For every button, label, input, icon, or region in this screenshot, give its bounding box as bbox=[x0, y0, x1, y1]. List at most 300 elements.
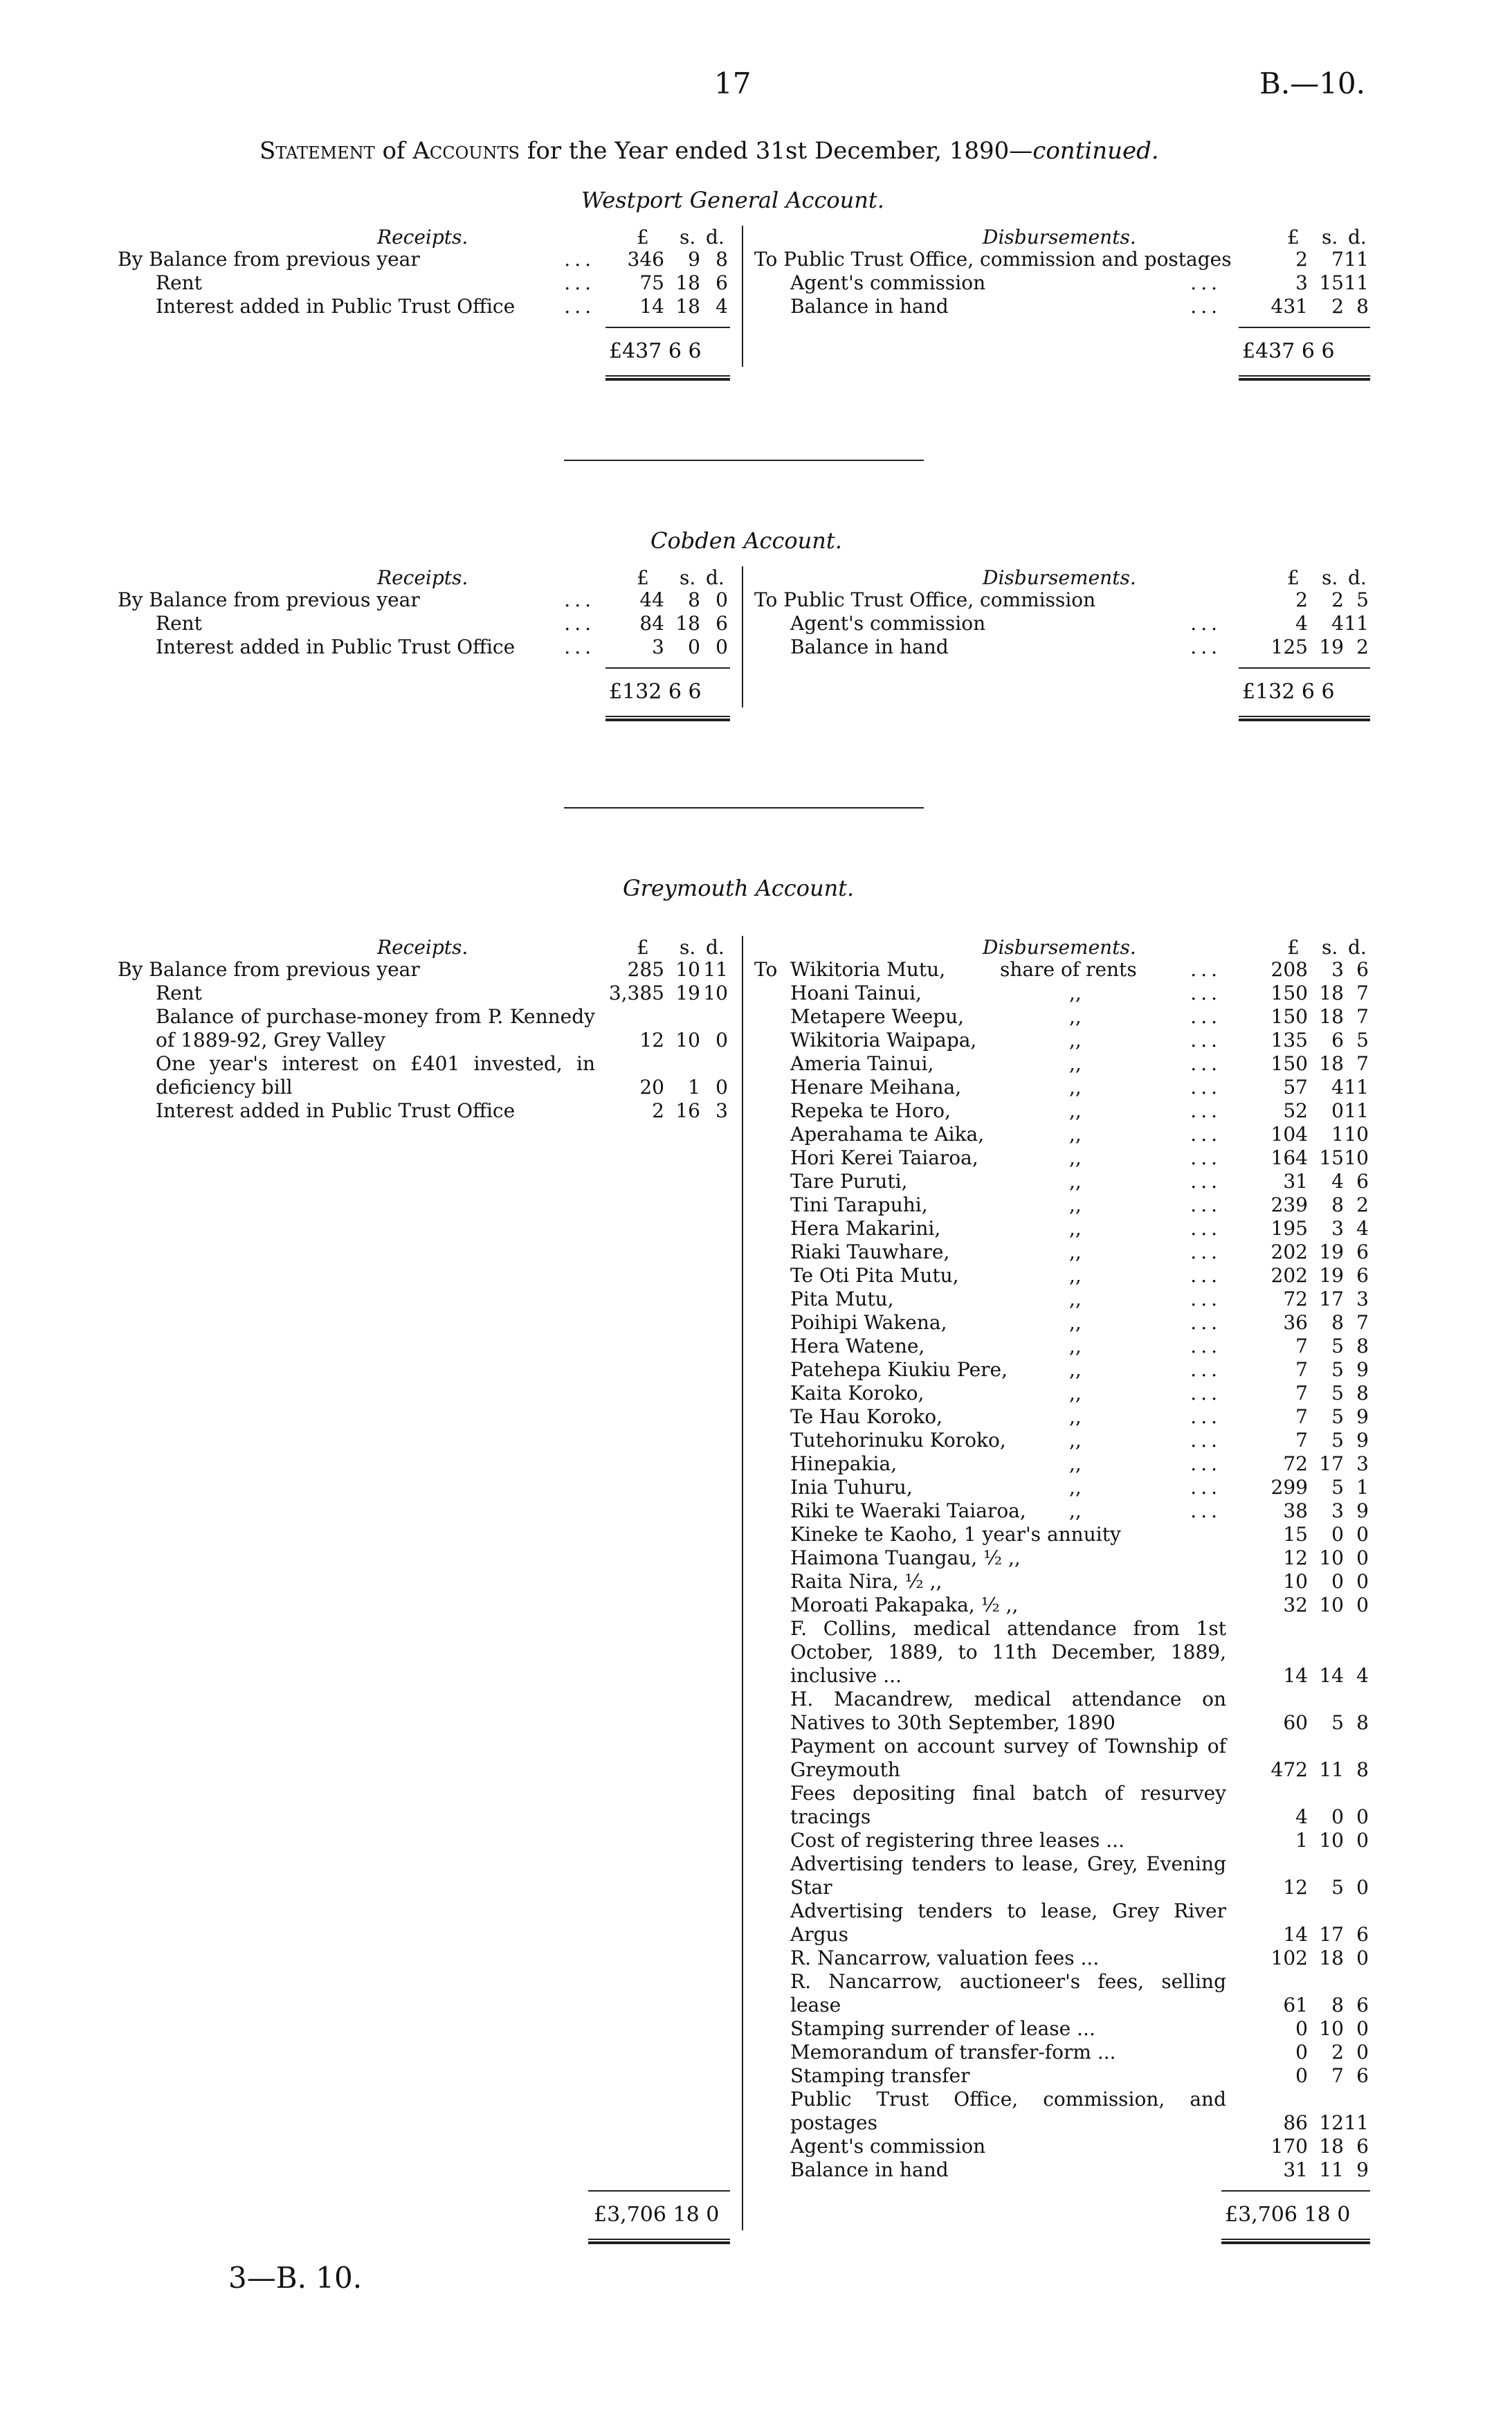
disbursement-label: Public Trust Office, commission, and postages bbox=[790, 2088, 1226, 2134]
shillings-value: 5 bbox=[1331, 1405, 1344, 1428]
pounds-value: 72 bbox=[1283, 1452, 1308, 1475]
shillings-value: 17 bbox=[1319, 1923, 1344, 1946]
pence-value: 3 bbox=[1356, 1288, 1369, 1310]
pounds-value: 2 bbox=[652, 1099, 664, 1122]
receipt-label: By Balance from previous year bbox=[118, 588, 420, 611]
pence-value: 8 bbox=[716, 248, 728, 271]
pence-value: 1 bbox=[1356, 1476, 1369, 1499]
pence-heading: d. bbox=[1348, 936, 1367, 959]
disbursement-label: To Public Trust Office, commission bbox=[754, 588, 1096, 611]
shillings-value: 18 bbox=[675, 271, 700, 294]
share-of-rents-label: share of rents bbox=[1000, 958, 1137, 981]
ditto-mark: ,, bbox=[1069, 1382, 1082, 1405]
receipts-total: £132 6 6 bbox=[609, 680, 702, 704]
pence-value: 6 bbox=[716, 612, 728, 635]
shillings-value: 18 bbox=[675, 612, 700, 635]
ditto-mark: ,, bbox=[1069, 1052, 1082, 1075]
leader-dots: ... bbox=[1190, 1123, 1221, 1146]
payee-name: Patehepa Kiukiu Pere, bbox=[790, 1358, 1008, 1381]
leader-dots: ... bbox=[1190, 1311, 1221, 1334]
pence-value: 0 bbox=[1356, 1805, 1369, 1828]
payee-name: Ameria Tainui, bbox=[790, 1052, 934, 1075]
disbursement-row bbox=[0, 1994, 1512, 2017]
pounds-value: 170 bbox=[1270, 2135, 1308, 2158]
leader-dots: ... bbox=[564, 248, 595, 271]
shilling-heading: s. bbox=[1322, 936, 1338, 959]
shillings-value: 5 bbox=[1331, 1429, 1344, 1452]
disbursement-label: Raita Nira, ½ ,, bbox=[790, 1570, 942, 1593]
payee-name: Henare Meihana, bbox=[790, 1076, 962, 1099]
ditto-mark: ,, bbox=[1069, 1099, 1082, 1122]
leader-dots: ... bbox=[1190, 1170, 1221, 1193]
shillings-value: 0 bbox=[1331, 1099, 1344, 1122]
shillings-value: 14 bbox=[1319, 1664, 1344, 1687]
total-double-rule bbox=[1221, 2239, 1370, 2244]
leader-dots: ... bbox=[1190, 1382, 1221, 1405]
shillings-value: 8 bbox=[688, 588, 700, 611]
accounts-word: Accounts bbox=[412, 137, 520, 165]
shillings-value: 17 bbox=[1319, 1452, 1344, 1475]
shillings-value: 19 bbox=[1319, 1264, 1344, 1287]
shillings-value: 5 bbox=[1331, 1335, 1344, 1357]
pounds-value: 57 bbox=[1283, 1076, 1308, 1099]
shillings-value: 8 bbox=[1331, 1311, 1344, 1334]
disbursement-row bbox=[0, 1429, 1512, 1452]
shillings-value: 11 bbox=[1319, 1758, 1344, 1781]
shillings-value: 12 bbox=[1319, 2111, 1344, 2134]
greymouth-account-title: Greymouth Account. bbox=[623, 875, 855, 901]
shillings-value: 2 bbox=[1331, 2041, 1344, 2064]
disbursement-row bbox=[0, 1805, 1512, 1829]
pence-value: 9 bbox=[1356, 2158, 1369, 2181]
shillings-value: 5 bbox=[1331, 1358, 1344, 1381]
pounds-value: 14 bbox=[1283, 1923, 1308, 1946]
pounds-value: 31 bbox=[1283, 2158, 1308, 2181]
disbursement-row bbox=[0, 1382, 1512, 1405]
pence-value: 6 bbox=[1356, 2064, 1369, 2087]
disbursement-row bbox=[0, 2135, 1512, 2158]
pence-value: 2 bbox=[1356, 1193, 1369, 1216]
pound-heading: £ bbox=[1287, 566, 1300, 589]
pence-value: 10 bbox=[1344, 1123, 1369, 1146]
ditto-mark: ,, bbox=[1069, 1264, 1082, 1287]
shillings-value: 18 bbox=[675, 295, 700, 318]
pence-value: 11 bbox=[1344, 612, 1369, 635]
pence-value: 6 bbox=[1356, 1170, 1369, 1193]
cobden-account-title: Cobden Account. bbox=[650, 527, 842, 554]
ditto-mark: ,, bbox=[1069, 1358, 1082, 1381]
pence-value: 6 bbox=[1356, 1994, 1369, 2016]
pounds-value: 61 bbox=[1283, 1994, 1308, 2016]
pounds-value: 285 bbox=[627, 958, 664, 981]
pounds-value: 202 bbox=[1270, 1240, 1308, 1263]
pence-value: 0 bbox=[1356, 1947, 1369, 1969]
receipt-label: Rent bbox=[156, 982, 202, 1004]
pence-value: 3 bbox=[1356, 1452, 1369, 1475]
statement-heading bbox=[259, 137, 1159, 165]
payee-name: Poihipi Wakena, bbox=[790, 1311, 947, 1334]
pounds-value: 86 bbox=[1283, 2111, 1308, 2134]
disbursement-row bbox=[0, 1546, 1512, 1570]
disbursement-row bbox=[0, 1076, 1512, 1099]
shillings-value: 18 bbox=[1319, 1005, 1344, 1028]
disbursement-label: R. Nancarrow, auctioneer's fees, selling lease bbox=[790, 1970, 1226, 2016]
pounds-value: 4 bbox=[1295, 612, 1308, 635]
disbursement-row bbox=[0, 1170, 1512, 1193]
shillings-value: 1 bbox=[1331, 1123, 1344, 1146]
disbursement-row bbox=[0, 1288, 1512, 1311]
disbursement-label: Cost of registering three leases ... bbox=[790, 1829, 1124, 1852]
pence-value: 4 bbox=[1356, 1217, 1369, 1240]
disbursement-row bbox=[0, 1523, 1512, 1546]
disbursement-row bbox=[0, 1405, 1512, 1429]
pence-value: 4 bbox=[1356, 1664, 1369, 1687]
ditto-mark: ,, bbox=[1069, 1476, 1082, 1499]
statement-tail: for the Year ended 31st December, 1890— bbox=[519, 137, 1033, 165]
pence-value: 0 bbox=[1356, 1876, 1369, 1899]
subtotal-rule bbox=[588, 2190, 730, 2192]
shilling-heading: s. bbox=[680, 566, 696, 589]
pounds-value: 2 bbox=[1295, 248, 1308, 271]
disbursement-label: Agent's commission bbox=[790, 2135, 986, 2158]
shillings-value: 17 bbox=[1319, 1288, 1344, 1310]
pounds-value: 52 bbox=[1283, 1099, 1308, 1122]
receipts-heading: Receipts. bbox=[377, 566, 468, 589]
pence-value: 0 bbox=[1356, 2041, 1369, 2064]
pounds-value: 2 bbox=[1295, 588, 1308, 611]
ditto-mark: ,, bbox=[1069, 1005, 1082, 1028]
disbursements-total: £132 6 6 bbox=[1242, 680, 1335, 704]
disbursement-row bbox=[0, 635, 1512, 659]
pence-value: 0 bbox=[716, 588, 728, 611]
pence-heading: d. bbox=[706, 226, 725, 249]
pence-value: 0 bbox=[716, 1076, 728, 1099]
pounds-value: 150 bbox=[1270, 1005, 1308, 1028]
pence-value: 6 bbox=[1356, 958, 1369, 981]
pounds-value: 84 bbox=[639, 612, 664, 635]
disbursements-heading: Disbursements. bbox=[983, 566, 1136, 589]
shilling-heading: s. bbox=[1322, 226, 1338, 249]
leader-dots: ... bbox=[1190, 1335, 1221, 1357]
leader-dots: ... bbox=[1190, 1288, 1221, 1310]
pounds-value: 239 bbox=[1270, 1193, 1308, 1216]
leader-dots: ... bbox=[1190, 958, 1221, 981]
pound-heading: £ bbox=[637, 566, 649, 589]
disbursement-label: Kineke te Kaoho, 1 year's annuity bbox=[790, 1523, 1121, 1546]
disbursement-row bbox=[0, 982, 1512, 1005]
pence-heading: d. bbox=[1348, 226, 1367, 249]
pounds-value: 431 bbox=[1270, 295, 1308, 318]
ditto-mark: ,, bbox=[1069, 1499, 1082, 1522]
total-double-rule bbox=[605, 375, 730, 381]
receipt-label: Rent bbox=[156, 271, 202, 294]
receipts-total: £437 6 6 bbox=[609, 339, 702, 363]
leader-dots: ... bbox=[564, 271, 595, 294]
subtotal-rule bbox=[605, 327, 730, 328]
disbursement-label: To Public Trust Office, commission and postages bbox=[754, 248, 1232, 271]
shillings-value: 19 bbox=[1319, 635, 1344, 658]
disbursement-row bbox=[0, 1923, 1512, 1947]
pence-value: 0 bbox=[716, 1029, 728, 1051]
disbursement-label: Advertising tenders to lease, Grey, Evening Star bbox=[790, 1852, 1226, 1899]
pound-heading: £ bbox=[1287, 936, 1300, 959]
receipt-label: Interest added in Public Trust Office bbox=[156, 1099, 516, 1122]
pence-value: 6 bbox=[1356, 1923, 1369, 1946]
pence-value: 4 bbox=[716, 295, 728, 318]
pence-value: 0 bbox=[1356, 1570, 1369, 1593]
pence-value: 5 bbox=[1356, 588, 1369, 611]
disbursement-label: Agent's commission bbox=[790, 271, 986, 294]
disbursement-label: Balance in hand bbox=[790, 635, 949, 658]
shillings-value: 5 bbox=[1331, 1382, 1344, 1405]
payee-name: Hinepakia, bbox=[790, 1452, 898, 1475]
total-double-rule bbox=[588, 2239, 730, 2244]
disbursement-row bbox=[0, 1005, 1512, 1029]
pound-heading: £ bbox=[1287, 226, 1300, 249]
pounds-value: 7 bbox=[1295, 1382, 1308, 1405]
disbursement-row bbox=[0, 1240, 1512, 1264]
disbursement-row bbox=[0, 2111, 1512, 2135]
pence-value: 2 bbox=[1356, 635, 1369, 658]
pence-value: 7 bbox=[1356, 1005, 1369, 1028]
payee-name: Wikitoria Mutu, bbox=[790, 958, 946, 981]
pence-value: 0 bbox=[716, 635, 728, 658]
pence-value: 8 bbox=[1356, 1335, 1369, 1357]
receipt-label: Interest added in Public Trust Office bbox=[156, 635, 516, 658]
pounds-value: 125 bbox=[1270, 635, 1308, 658]
receipts-heading: Receipts. bbox=[377, 226, 468, 249]
payee-name: Tutehorinuku Koroko, bbox=[790, 1429, 1006, 1452]
ditto-mark: ,, bbox=[1069, 1076, 1082, 1099]
shillings-value: 10 bbox=[1319, 1829, 1344, 1852]
ditto-mark: ,, bbox=[1069, 1123, 1082, 1146]
shillings-value: 16 bbox=[675, 1099, 700, 1122]
pounds-value: 44 bbox=[639, 588, 664, 611]
pounds-value: 4 bbox=[1295, 1805, 1308, 1828]
receipts-total: £3,706 18 0 bbox=[594, 2203, 720, 2227]
pounds-value: 10 bbox=[1283, 1570, 1308, 1593]
pence-value: 0 bbox=[1356, 1523, 1369, 1546]
leader-dots: ... bbox=[1190, 1005, 1221, 1028]
subtotal-rule bbox=[1239, 667, 1370, 669]
disbursement-row bbox=[0, 1052, 1512, 1076]
pounds-value: 31 bbox=[1283, 1170, 1308, 1193]
pounds-value: 299 bbox=[1270, 1476, 1308, 1499]
pounds-value: 3,385 bbox=[608, 982, 664, 1004]
pounds-value: 202 bbox=[1270, 1264, 1308, 1287]
pence-value: 6 bbox=[1356, 1240, 1369, 1263]
pence-value: 7 bbox=[1356, 1311, 1369, 1334]
disbursement-label: Stamping surrender of lease ... bbox=[790, 2017, 1095, 2040]
disbursement-row bbox=[0, 1452, 1512, 1476]
continued-label: continued. bbox=[1032, 137, 1159, 165]
disbursement-row bbox=[0, 2041, 1512, 2064]
shillings-value: 7 bbox=[1331, 248, 1344, 271]
disbursement-row bbox=[0, 1593, 1512, 1617]
payee-name: Tini Tarapuhi, bbox=[790, 1193, 928, 1216]
pounds-value: 7 bbox=[1295, 1358, 1308, 1381]
shillings-value: 10 bbox=[1319, 1593, 1344, 1616]
section-divider bbox=[564, 460, 924, 461]
pence-value: 8 bbox=[1356, 1758, 1369, 1781]
shillings-value: 4 bbox=[1331, 1170, 1344, 1193]
pounds-value: 346 bbox=[627, 248, 664, 271]
disbursement-row bbox=[0, 1876, 1512, 1899]
shillings-value: 0 bbox=[1331, 1570, 1344, 1593]
shillings-value: 0 bbox=[1331, 1523, 1344, 1546]
pence-value: 11 bbox=[703, 958, 728, 981]
disbursement-row bbox=[0, 1193, 1512, 1217]
shilling-heading: s. bbox=[680, 936, 696, 959]
leader-dots: ... bbox=[1190, 1052, 1221, 1075]
pounds-value: 20 bbox=[639, 1076, 664, 1099]
total-double-rule bbox=[1239, 375, 1370, 381]
pounds-value: 12 bbox=[639, 1029, 664, 1051]
subtotal-rule bbox=[1221, 2190, 1370, 2192]
shillings-value: 19 bbox=[675, 982, 700, 1004]
leader-dots: ... bbox=[1190, 1452, 1221, 1475]
ditto-mark: ,, bbox=[1069, 1311, 1082, 1334]
column-divider bbox=[742, 936, 743, 2230]
shillings-value: 0 bbox=[1331, 1805, 1344, 1828]
pounds-value: 14 bbox=[639, 295, 664, 318]
disbursement-label: Advertising tenders to lease, Grey River Argus bbox=[790, 1899, 1226, 1946]
payee-name: Kaita Koroko, bbox=[790, 1382, 924, 1405]
disbursement-row bbox=[0, 588, 1512, 612]
payee-name: Te Hau Koroko, bbox=[790, 1405, 943, 1428]
receipt-label: One year's interest on £401 invested, in deficiency bill bbox=[156, 1052, 595, 1099]
leader-dots: ... bbox=[1190, 635, 1221, 658]
statement-of: of bbox=[374, 137, 413, 165]
total-double-rule bbox=[1239, 716, 1370, 721]
pence-value: 6 bbox=[1356, 1264, 1369, 1287]
leader-dots: ... bbox=[564, 612, 595, 635]
receipt-label: By Balance from previous year bbox=[118, 958, 420, 981]
pounds-value: 3 bbox=[652, 635, 664, 658]
disbursement-row bbox=[0, 1335, 1512, 1358]
shillings-value: 6 bbox=[1331, 1029, 1344, 1051]
disbursement-row bbox=[0, 1664, 1512, 1688]
ditto-mark: ,, bbox=[1069, 1429, 1082, 1452]
pounds-value: 208 bbox=[1270, 958, 1308, 981]
pence-value: 11 bbox=[1344, 1099, 1369, 1122]
shillings-value: 5 bbox=[1331, 1476, 1344, 1499]
leader-dots: ... bbox=[1190, 1405, 1221, 1428]
disbursement-row bbox=[0, 1570, 1512, 1593]
leader-dots: ... bbox=[1190, 1193, 1221, 1216]
pounds-value: 150 bbox=[1270, 982, 1308, 1004]
shillings-value: 3 bbox=[1331, 1499, 1344, 1522]
ditto-mark: ,, bbox=[1069, 1217, 1082, 1240]
disbursement-row bbox=[0, 1711, 1512, 1735]
disbursement-row bbox=[0, 1829, 1512, 1852]
disbursement-row bbox=[0, 1499, 1512, 1523]
westport-account-title: Westport General Account. bbox=[581, 187, 884, 213]
to-prefix: To bbox=[754, 958, 778, 981]
report-reference: B.—10. bbox=[1259, 66, 1366, 100]
pence-value: 5 bbox=[1356, 1029, 1369, 1051]
disbursement-label: Moroati Pakapaka, ½ ,, bbox=[790, 1593, 1019, 1616]
shillings-value: 18 bbox=[1319, 1947, 1344, 1969]
disbursement-row bbox=[0, 1123, 1512, 1146]
ditto-mark: ,, bbox=[1069, 1335, 1082, 1357]
payee-name: Riki te Waeraki Taiaroa, bbox=[790, 1499, 1026, 1522]
ditto-mark: ,, bbox=[1069, 1029, 1082, 1051]
shillings-value: 5 bbox=[1331, 1876, 1344, 1899]
pounds-value: 15 bbox=[1283, 1523, 1308, 1546]
pounds-value: 14 bbox=[1283, 1664, 1308, 1687]
leader-dots: ... bbox=[1190, 1358, 1221, 1381]
leader-dots: ... bbox=[1190, 1429, 1221, 1452]
disbursement-label: Memorandum of transfer-form ... bbox=[790, 2041, 1116, 2064]
pence-value: 8 bbox=[1356, 1711, 1369, 1734]
pound-heading: £ bbox=[637, 226, 649, 249]
subtotal-rule bbox=[1239, 327, 1370, 328]
ditto-mark: ,, bbox=[1069, 982, 1082, 1004]
subtotal-rule bbox=[605, 667, 730, 669]
shillings-value: 18 bbox=[1319, 1052, 1344, 1075]
pounds-value: 36 bbox=[1283, 1311, 1308, 1334]
shillings-value: 10 bbox=[1319, 1546, 1344, 1569]
pounds-value: 60 bbox=[1283, 1711, 1308, 1734]
shillings-value: 4 bbox=[1331, 612, 1344, 635]
disbursement-row bbox=[0, 1217, 1512, 1240]
pence-value: 0 bbox=[1356, 1546, 1369, 1569]
pounds-value: 0 bbox=[1295, 2017, 1308, 2040]
leader-dots: ... bbox=[1190, 295, 1221, 318]
leader-dots: ... bbox=[1190, 1076, 1221, 1099]
pence-value: 11 bbox=[1344, 2111, 1369, 2134]
statement-word: Statement bbox=[259, 137, 375, 165]
disbursement-row bbox=[0, 248, 1512, 271]
pence-heading: d. bbox=[706, 566, 725, 589]
ditto-mark: ,, bbox=[1069, 1193, 1082, 1216]
shillings-value: 19 bbox=[1319, 1240, 1344, 1263]
disbursement-row bbox=[0, 1264, 1512, 1288]
disbursement-row bbox=[0, 2017, 1512, 2041]
shillings-value: 15 bbox=[1319, 1146, 1344, 1169]
pence-value: 11 bbox=[1344, 1076, 1369, 1099]
pounds-value: 0 bbox=[1295, 2041, 1308, 2064]
ditto-mark: ,, bbox=[1069, 1452, 1082, 1475]
leader-dots: ... bbox=[1190, 1146, 1221, 1169]
pence-value: 6 bbox=[1356, 2135, 1369, 2158]
receipt-label: By Balance from previous year bbox=[118, 248, 420, 271]
disbursement-label: Fees depositing final batch of resurvey tracings bbox=[790, 1782, 1226, 1828]
page-number: 17 bbox=[714, 66, 752, 100]
pounds-value: 12 bbox=[1283, 1876, 1308, 1899]
pence-value: 7 bbox=[1356, 1052, 1369, 1075]
disbursement-row bbox=[0, 1947, 1512, 1970]
shillings-value: 0 bbox=[688, 635, 700, 658]
shilling-heading: s. bbox=[680, 226, 696, 249]
disbursement-label: Balance in hand bbox=[790, 295, 949, 318]
leader-dots: ... bbox=[1190, 1499, 1221, 1522]
disbursement-row bbox=[0, 1758, 1512, 1782]
disbursement-row bbox=[0, 1476, 1512, 1499]
leader-dots: ... bbox=[1190, 1029, 1221, 1051]
disbursement-row bbox=[0, 2064, 1512, 2088]
ditto-mark: ,, bbox=[1069, 1170, 1082, 1193]
pounds-value: 104 bbox=[1270, 1123, 1308, 1146]
pounds-value: 38 bbox=[1283, 1499, 1308, 1522]
pounds-value: 472 bbox=[1270, 1758, 1308, 1781]
ditto-mark: ,, bbox=[1069, 1405, 1082, 1428]
pounds-value: 7 bbox=[1295, 1405, 1308, 1428]
pence-value: 6 bbox=[716, 271, 728, 294]
receipt-label: Balance of purchase-money from P. Kennedy of 1889-92, Grey Valley bbox=[156, 1005, 595, 1051]
disbursement-row bbox=[0, 1099, 1512, 1123]
